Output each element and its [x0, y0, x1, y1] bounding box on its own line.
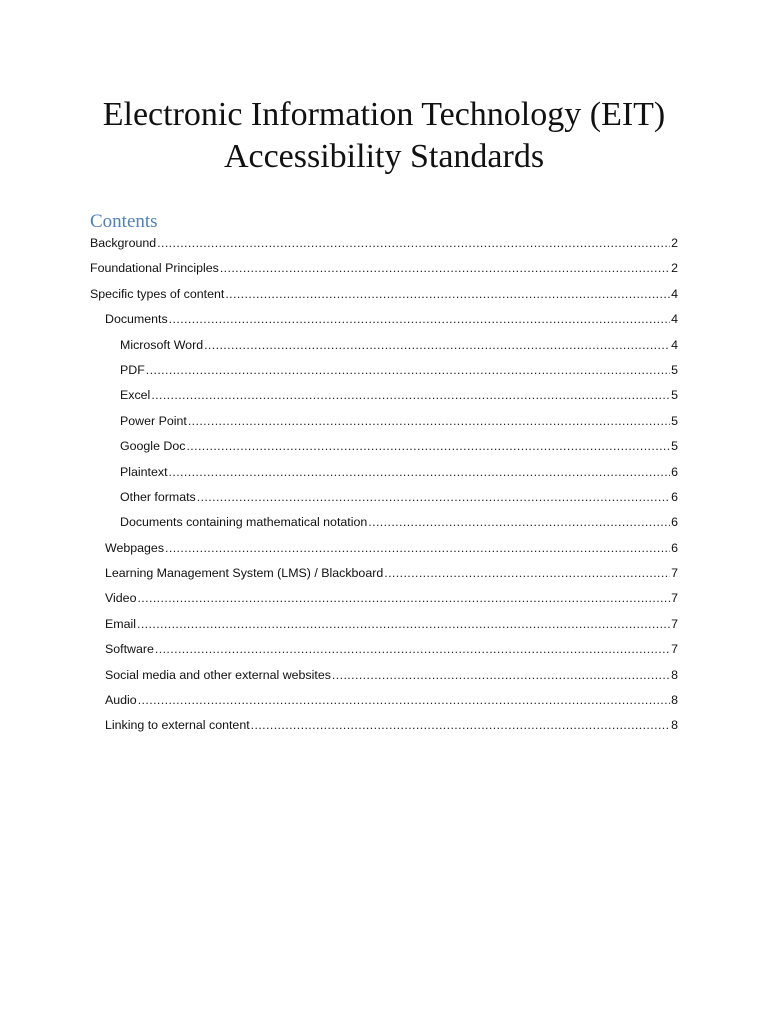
- toc-dot-leader: [138, 693, 670, 707]
- toc-dot-leader: [225, 287, 670, 301]
- toc-entry-page-number: 5: [671, 413, 678, 428]
- toc-dot-leader: [186, 439, 670, 453]
- toc-entry[interactable]: [90, 465, 678, 490]
- toc-entry-page-number: 8: [671, 667, 678, 682]
- toc-entry[interactable]: [90, 236, 678, 261]
- toc-entry-page-number: 6: [671, 464, 678, 479]
- toc-entry-label: Video: [105, 591, 137, 606]
- toc-entry-label: Software: [105, 642, 154, 657]
- toc-entry-label: Specific types of content: [90, 286, 225, 301]
- document-title: [40, 94, 728, 178]
- toc-dot-leader: [157, 236, 670, 250]
- toc-entry-label: Excel: [120, 388, 151, 403]
- toc-dot-leader: [146, 363, 670, 377]
- toc-entry-page-number: 6: [671, 489, 678, 504]
- toc-entry-label: Email: [105, 616, 136, 631]
- toc-entry[interactable]: [90, 642, 678, 667]
- toc-dot-leader: [204, 338, 670, 352]
- toc-entry[interactable]: [90, 261, 678, 286]
- toc-entry-page-number: 7: [671, 616, 678, 631]
- toc-entry-label: Documents: [105, 312, 168, 327]
- toc-entry[interactable]: [90, 566, 678, 591]
- toc-dot-leader: [137, 617, 670, 631]
- toc-entry[interactable]: [90, 617, 678, 642]
- toc-entry-label: Webpages: [105, 540, 165, 555]
- toc-entry-page-number: 5: [671, 362, 678, 377]
- toc-entry[interactable]: [90, 490, 678, 515]
- toc-entry-label: Power Point: [120, 413, 187, 428]
- toc-entry-page-number: 4: [671, 337, 678, 352]
- toc-entry[interactable]: [90, 718, 678, 743]
- toc-dot-leader: [169, 465, 671, 479]
- toc-entry-page-number: 4: [671, 286, 678, 301]
- toc-dot-leader: [165, 541, 670, 555]
- toc-dot-leader: [188, 414, 670, 428]
- toc-entry[interactable]: [90, 388, 678, 413]
- toc-entry-label: Microsoft Word: [120, 337, 204, 352]
- toc-entry-label: PDF: [120, 362, 145, 377]
- toc-dot-leader: [368, 515, 670, 529]
- toc-entry[interactable]: [90, 541, 678, 566]
- toc-entry-page-number: 5: [671, 439, 678, 454]
- toc-entry[interactable]: [90, 515, 678, 540]
- toc-entry-label: Learning Management System (LMS) / Blackboard: [105, 566, 384, 581]
- toc-entry[interactable]: [90, 693, 678, 718]
- toc-entry-label: Linking to external content: [105, 718, 250, 733]
- document-title-line-1: Electronic Information Technology (EIT): [102, 96, 666, 133]
- toc-entry[interactable]: [90, 668, 678, 693]
- toc-dot-leader: [384, 566, 670, 580]
- toc-entry-page-number: 6: [671, 515, 678, 530]
- toc-entry-label: Other formats: [120, 489, 196, 504]
- toc-entry[interactable]: [90, 591, 678, 616]
- toc-entry-label: Audio: [105, 693, 137, 708]
- toc-entry-label: Social media and other external websites: [105, 667, 331, 682]
- toc-entry-page-number: 5: [671, 388, 678, 403]
- toc-dot-leader: [220, 261, 670, 275]
- toc-dot-leader: [332, 668, 670, 682]
- toc-entry-page-number: 2: [671, 236, 678, 250]
- table-of-contents: [90, 236, 678, 744]
- toc-entry[interactable]: [90, 338, 678, 363]
- toc-entry-page-number: 7: [671, 591, 678, 606]
- toc-entry-label: Foundational Principles: [90, 261, 219, 276]
- toc-entry[interactable]: [90, 287, 678, 312]
- toc-entry-page-number: 8: [671, 693, 678, 708]
- toc-entry[interactable]: [90, 439, 678, 464]
- toc-entry-label: Background: [90, 236, 157, 250]
- toc-entry[interactable]: [90, 414, 678, 439]
- contents-heading: Contents: [90, 211, 158, 232]
- toc-entry-label: Google Doc: [120, 439, 186, 454]
- document-title-line-2: Accessibility Standards: [223, 138, 545, 175]
- toc-entry-page-number: 2: [671, 261, 678, 276]
- toc-entry-label: Plaintext: [120, 464, 168, 479]
- toc-dot-leader: [155, 642, 670, 656]
- toc-entry-page-number: 6: [671, 540, 678, 555]
- toc-entry-page-number: 7: [671, 642, 678, 657]
- toc-entry[interactable]: [90, 363, 678, 388]
- toc-dot-leader: [151, 388, 670, 402]
- toc-entry-page-number: 7: [671, 566, 678, 581]
- toc-dot-leader: [251, 718, 670, 732]
- toc-entry-page-number: 8: [671, 718, 678, 733]
- toc-entry-page-number: 4: [671, 312, 678, 327]
- toc-entry[interactable]: [90, 312, 678, 337]
- toc-dot-leader: [169, 312, 670, 326]
- toc-dot-leader: [197, 490, 670, 504]
- toc-entry-label: Documents containing mathematical notation: [120, 515, 368, 530]
- toc-dot-leader: [137, 591, 670, 605]
